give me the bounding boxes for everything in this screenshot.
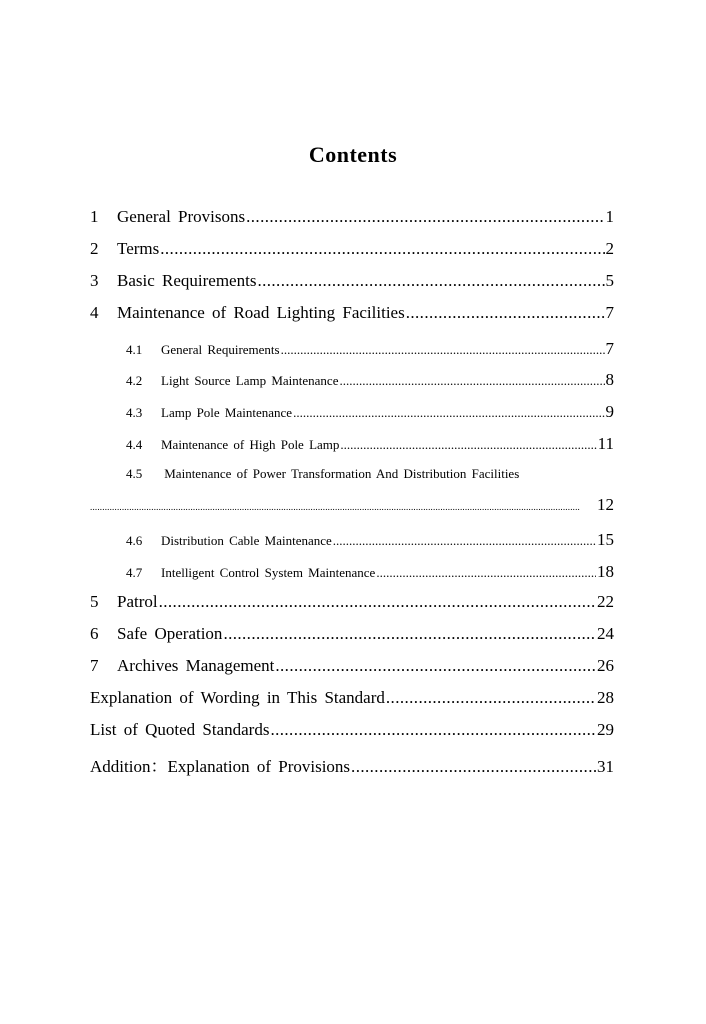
toc-page-number: 15 [597, 530, 614, 549]
toc-leader [90, 495, 596, 515]
toc-entry-4-6[interactable] [126, 530, 614, 550]
toc-title: Maintenance of High Pole Lamp [161, 437, 340, 452]
toc-page-number: 7 [605, 303, 614, 322]
toc-leader [340, 437, 596, 453]
toc-page-number: 26 [597, 656, 614, 675]
toc-number: 4.6 [126, 533, 143, 548]
toc-leader [333, 533, 596, 549]
toc-entry-quoted-standards[interactable] [90, 720, 614, 740]
toc-page-number: 22 [597, 592, 614, 611]
toc-leader [406, 303, 605, 323]
toc-number: 4.4 [126, 437, 143, 452]
toc-leader [159, 592, 596, 612]
toc-leader [281, 342, 605, 358]
toc-entry-4-4[interactable] [126, 434, 614, 454]
toc-page-number: 9 [605, 402, 614, 421]
toc-leader [270, 720, 596, 740]
toc-number: 2 [90, 239, 99, 258]
toc-number: 6 [90, 624, 99, 643]
toc-title: Lamp Pole Maintenance [161, 405, 293, 420]
toc-number: 1 [90, 207, 99, 226]
toc-page-number: 29 [597, 720, 614, 739]
toc-title: Terms [117, 239, 160, 258]
toc-entry-5[interactable] [90, 592, 614, 612]
toc-leader [376, 565, 596, 581]
toc-entry-4-7[interactable] [126, 562, 614, 582]
toc-title: Maintenance of Power Transformation And Distribution Facilities [164, 466, 520, 481]
toc-page-number: 1 [605, 207, 614, 226]
toc-page-number: 28 [597, 688, 614, 707]
toc-entry-4-3[interactable] [126, 402, 614, 422]
toc-page-number: 8 [605, 370, 614, 389]
toc-title: Maintenance of Road Lighting Facilities [117, 303, 405, 322]
toc-leader [293, 405, 604, 421]
toc-entry-3[interactable] [90, 271, 614, 291]
toc-number: 4.1 [126, 342, 143, 357]
toc-number: 4 [90, 303, 99, 322]
toc-title: List of Quoted Standards [90, 720, 270, 739]
toc-leader [257, 271, 604, 291]
toc-entry-4-2[interactable] [126, 370, 614, 390]
toc-leader [275, 656, 596, 676]
toc-title: Archives Management [117, 656, 275, 675]
toc-number: 4.5 [126, 466, 143, 481]
toc-title: General Requirements [161, 342, 280, 357]
toc-leader [386, 688, 596, 708]
toc-page-number: 24 [597, 624, 614, 643]
toc-number: 4.2 [126, 373, 143, 388]
toc-leader [339, 373, 604, 389]
toc-leader [351, 757, 596, 777]
toc-leader [246, 207, 604, 227]
toc-page-number: 11 [597, 434, 614, 453]
toc-title: Explanation of Wording in This Standard [90, 688, 385, 707]
page-title: Contents [308, 142, 398, 167]
toc-entry-4-5[interactable] [126, 466, 519, 482]
toc-entry-4[interactable] [90, 303, 614, 323]
toc-page-number: 5 [605, 271, 614, 290]
toc-leader [223, 624, 596, 644]
toc-title: Patrol [117, 592, 158, 611]
toc-leader [160, 239, 604, 259]
toc-title: Light Source Lamp Maintenance [161, 373, 339, 388]
toc-entry-2[interactable] [90, 239, 614, 259]
toc-title: Intelligent Control System Maintenance [161, 565, 376, 580]
toc-entry-7[interactable] [90, 656, 614, 676]
toc-page-number: 7 [605, 339, 614, 358]
toc-entry-4-1[interactable] [126, 339, 614, 359]
toc-page-number: 31 [597, 757, 614, 776]
toc-number: 4.3 [126, 405, 143, 420]
toc-title: Basic Requirements [117, 271, 257, 290]
toc-entry-6[interactable] [90, 624, 614, 644]
toc-number: 3 [90, 271, 99, 290]
toc-number: 4.7 [126, 565, 143, 580]
toc-title: General Provisons [117, 207, 246, 226]
toc-page-number: 2 [605, 239, 614, 258]
toc-number: 5 [90, 592, 99, 611]
toc-number: 7 [90, 656, 99, 675]
toc-entry-explanation-of-wording[interactable] [90, 688, 614, 708]
toc-page-number: 12 [597, 495, 614, 514]
toc-page-number: 18 [597, 562, 614, 581]
toc-entry-addition[interactable] [90, 752, 614, 777]
toc-title: Safe Operation [117, 624, 223, 643]
toc-title: Distribution Cable Maintenance [161, 533, 332, 548]
toc-title: Addition：Explanation of Provisions [90, 757, 351, 776]
toc-entry-4-5-continuation[interactable] [90, 495, 614, 515]
toc-entry-1[interactable] [90, 207, 614, 227]
